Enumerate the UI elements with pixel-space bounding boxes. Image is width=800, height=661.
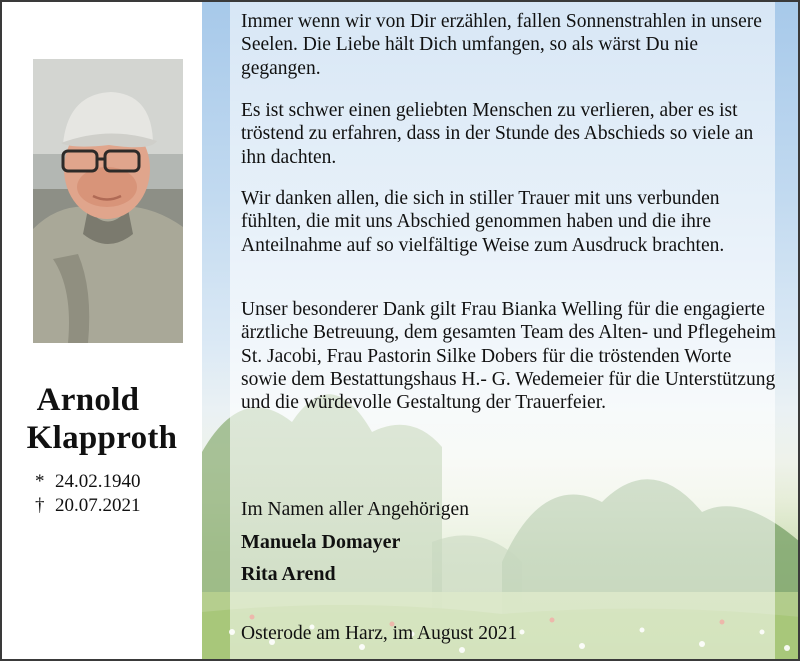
signer-1: Manuela Domayer <box>241 531 401 553</box>
life-dates <box>35 470 141 518</box>
birth-line <box>35 470 141 494</box>
death-cross-icon: † <box>35 495 45 516</box>
place-and-date: Osterode am Harz, im August 2021 <box>241 623 518 644</box>
message-paragraph-4: Unser besonderer Dank gilt Frau Bianka Welling für die engagierte ärztliche Betreuung, dem gesamten Team des Alten- und Pflegeheim St. Jacobi, Frau Pastorin Silke Dobers für die tröstenden Worte sowie dem Bestattungshaus H.- G. Wedemeier für die Unterstützung und die würdevolle Gestaltung der Trauerfeier. <box>241 299 776 414</box>
death-date: 20.07.2021 <box>55 495 141 516</box>
portrait-photo <box>33 59 183 343</box>
message-paragraph-2: Es ist schwer einen geliebten Menschen zu verlieren, aber es ist tröstend zu erfahren, dass in der Stunde des Abschieds so viele an ihn dachten. <box>241 100 754 168</box>
message-paragraph-1: Immer wenn wir von Dir erzählen, fallen Sonnenstrahlen in unsere Seelen. Die Liebe hält Dich umfangen, so als wärst Du nie gegangen. <box>241 11 762 79</box>
left-column <box>2 2 202 659</box>
birth-star-icon: * <box>35 471 45 492</box>
closing-line: Im Namen aller Angehörigen <box>241 499 469 520</box>
message-paragraph-3: Wir danken allen, die sich in stiller Trauer mit uns verbunden fühlten, die mit uns Abschied genommen haben und die ihre Anteilnahme auf so vielfältige Weise zum Ausdruck brachten. <box>241 188 725 256</box>
death-line <box>35 494 141 518</box>
text-area-background <box>202 2 800 659</box>
birth-date: 24.02.1940 <box>55 471 141 492</box>
deceased-first-name: Arnold <box>36 382 140 418</box>
signer-2: Rita Arend <box>241 563 336 585</box>
deceased-last-name: Klapproth <box>26 420 178 456</box>
